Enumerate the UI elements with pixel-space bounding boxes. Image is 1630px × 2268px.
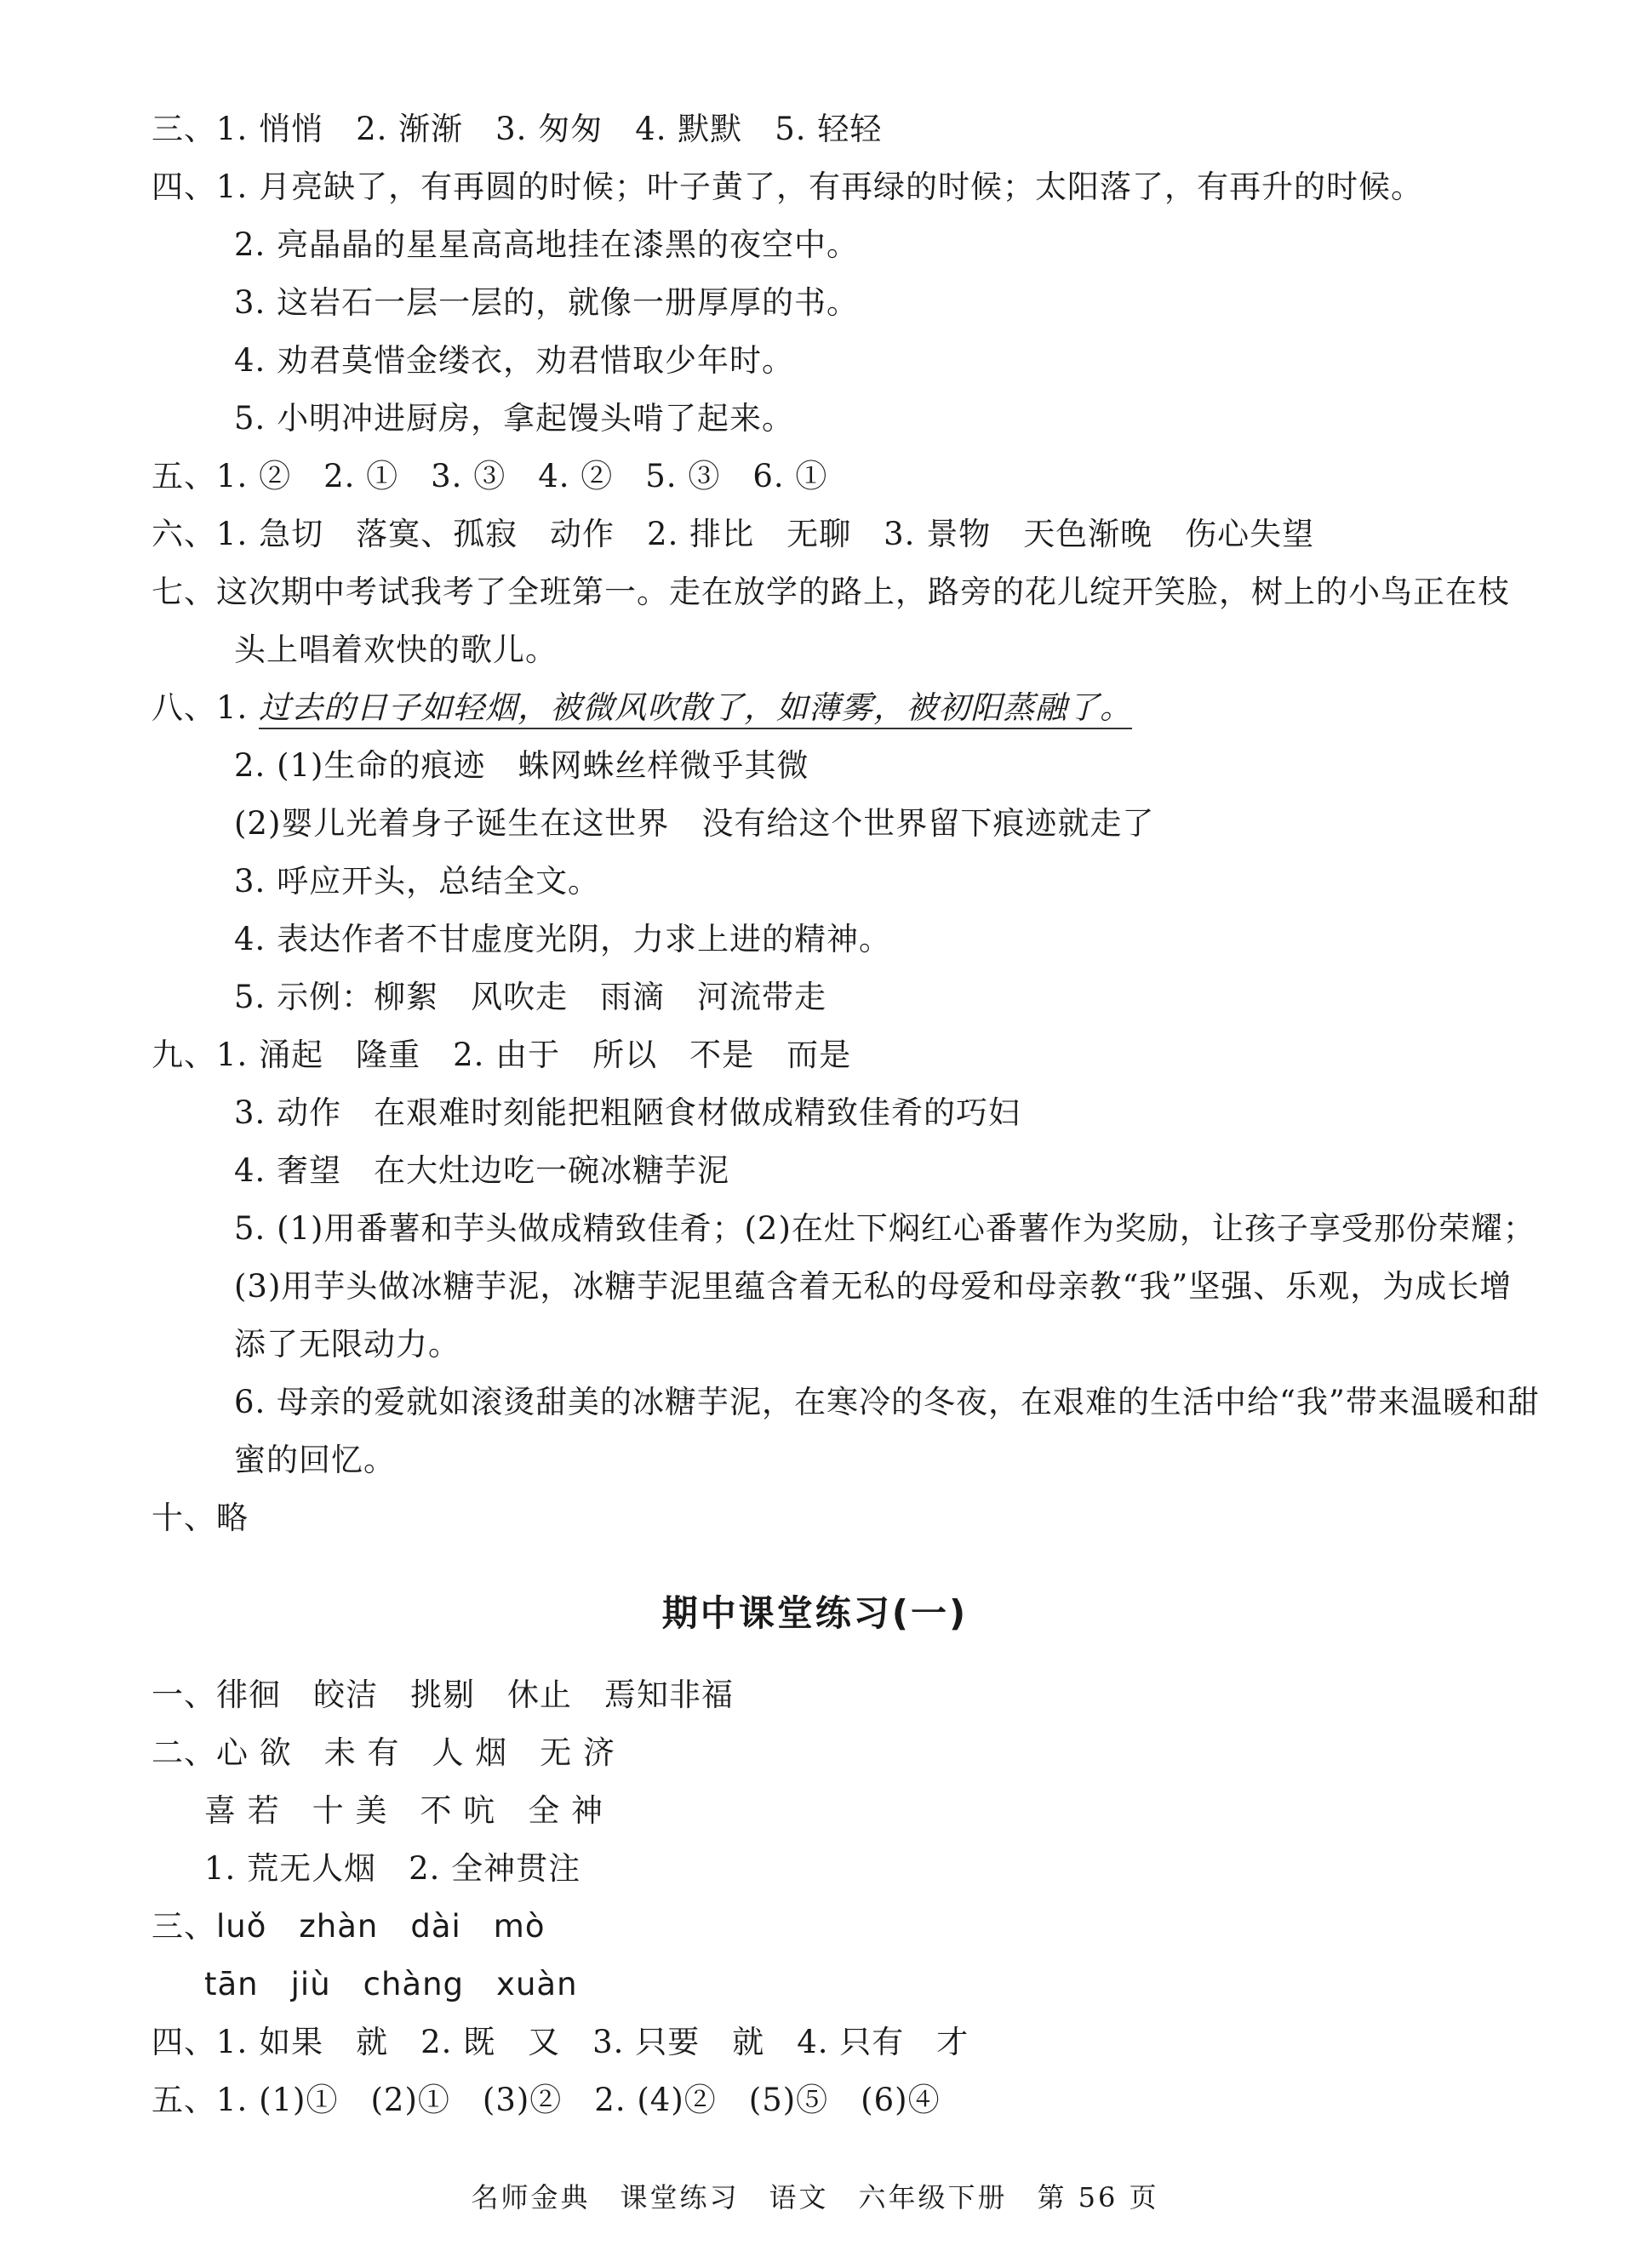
answer-section-3: 三、1. 悄悄 2. 渐渐 3. 匆匆 4. 默默 5. 轻轻 bbox=[152, 111, 883, 147]
answer-section-7-line-1: 七、这次期中考试我考了全班第一。走在放学的路上，路旁的花儿绽开笑脸，树上的小鸟正在枝 bbox=[152, 574, 1510, 610]
answer-section-9-item-5: 5. (1)用番薯和芋头做成精致佳肴；(2)在灶下焖红心番薯作为奖励，让孩子享受那份荣耀； bbox=[234, 1210, 1536, 1247]
midterm-q2-answers: 1. 荒无人烟 2. 全神贯注 bbox=[204, 1850, 581, 1887]
midterm-q3-row-2: tān jiù chàng xuàn bbox=[204, 1966, 578, 2002]
answer-section-8-item-4: 4. 表达作者不甘虚度光阴，力求上进的精神。 bbox=[234, 921, 892, 957]
answer-section-9-item-6: 6. 母亲的爱就如滚烫甜美的冰糖芋泥，在寒冷的冬夜，在艰难的生活中给“我”带来温暖和甜 bbox=[234, 1384, 1540, 1420]
answer-section-4-item-1: 四、1. 月亮缺了，有再圆的时候；叶子黄了，有再绿的时候；太阳落了，有再升的时候。 bbox=[152, 169, 1424, 205]
answer-section-5: 五、1. ② 2. ① 3. ③ 4. ② 5. ③ 6. ① bbox=[152, 458, 828, 494]
answer-section-6: 六、1. 急切 落寞、孤寂 动作 2. 排比 无聊 3. 景物 天色渐晚 伤心失望 bbox=[152, 516, 1315, 552]
midterm-q5: 五、1. (1)① (2)① (3)② 2. (4)② (5)⑤ (6)④ bbox=[152, 2082, 941, 2118]
section-title: 期中课堂练习(一) bbox=[661, 1592, 969, 1634]
answer-section-9-item-3: 3. 动作 在艰难时刻能把粗陋食材做成精致佳肴的巧妇 bbox=[234, 1094, 1021, 1131]
midterm-q4: 四、1. 如果 就 2. 既 又 3. 只要 就 4. 只有 才 bbox=[152, 2024, 969, 2060]
answer-section-4-item-4: 4. 劝君莫惜金缕衣，劝君惜取少年时。 bbox=[234, 342, 795, 379]
midterm-q2-row-2: 喜 若 十 美 不 吭 全 神 bbox=[204, 1792, 604, 1829]
answer-section-8-item-3: 3. 呼应开头，总结全文。 bbox=[234, 863, 601, 900]
answer-section-9-item-5-end: 添了无限动力。 bbox=[234, 1326, 460, 1363]
answer-section-4-item-3: 3. 这岩石一层一层的，就像一册厚厚的书。 bbox=[234, 284, 860, 321]
midterm-q3-row-1: 三、luǒ zhàn dài mò bbox=[152, 1908, 546, 1945]
answer-section-8-item-2: 2. (1)生命的痕迹 蛛网蛛丝样微乎其微 bbox=[234, 747, 809, 784]
page-footer: 名师金典 课堂练习 语文 六年级下册 第 56 页 bbox=[471, 2181, 1159, 2214]
midterm-q1: 一、徘徊 皎洁 挑剔 休止 焉知非福 bbox=[152, 1677, 734, 1713]
answer-section-8-item-2b: (2)婴儿光着身子诞生在这世界 没有给这个世界留下痕迹就走了 bbox=[234, 805, 1155, 842]
answer-section-8-prefix: 八、1. bbox=[152, 689, 260, 726]
answer-section-8-item-5: 5. 示例：柳絮 风吹走 雨滴 河流带走 bbox=[234, 979, 827, 1015]
answer-section-9-item-1: 九、1. 涌起 隆重 2. 由于 所以 不是 而是 bbox=[152, 1037, 852, 1073]
answer-section-10: 十、略 bbox=[152, 1500, 249, 1536]
answer-section-9-item-5-cont: (3)用芋头做冰糖芋泥，冰糖芋泥里蕴含着无私的母爱和母亲教“我”坚强、乐观，为成长增 bbox=[234, 1268, 1513, 1305]
answer-section-4-item-5: 5. 小明冲进厨房，拿起馒头啃了起来。 bbox=[234, 400, 795, 437]
answer-section-8-item-1 bbox=[152, 686, 1132, 730]
handwritten-answer: 过去的日子如轻烟，被微风吹散了，如薄雾，被初阳蒸融了。 bbox=[259, 689, 1132, 729]
answer-section-9-item-4: 4. 奢望 在大灶边吃一碗冰糖芋泥 bbox=[234, 1152, 730, 1189]
answer-section-4-item-2: 2. 亮晶晶的星星高高地挂在漆黑的夜空中。 bbox=[234, 226, 860, 263]
answer-section-7-line-2: 头上唱着欢快的歌儿。 bbox=[234, 631, 558, 668]
answer-section-9-item-6-end: 蜜的回忆。 bbox=[234, 1442, 396, 1478]
midterm-q2-row-1: 二、心 欲 未 有 人 烟 无 济 bbox=[152, 1734, 616, 1771]
